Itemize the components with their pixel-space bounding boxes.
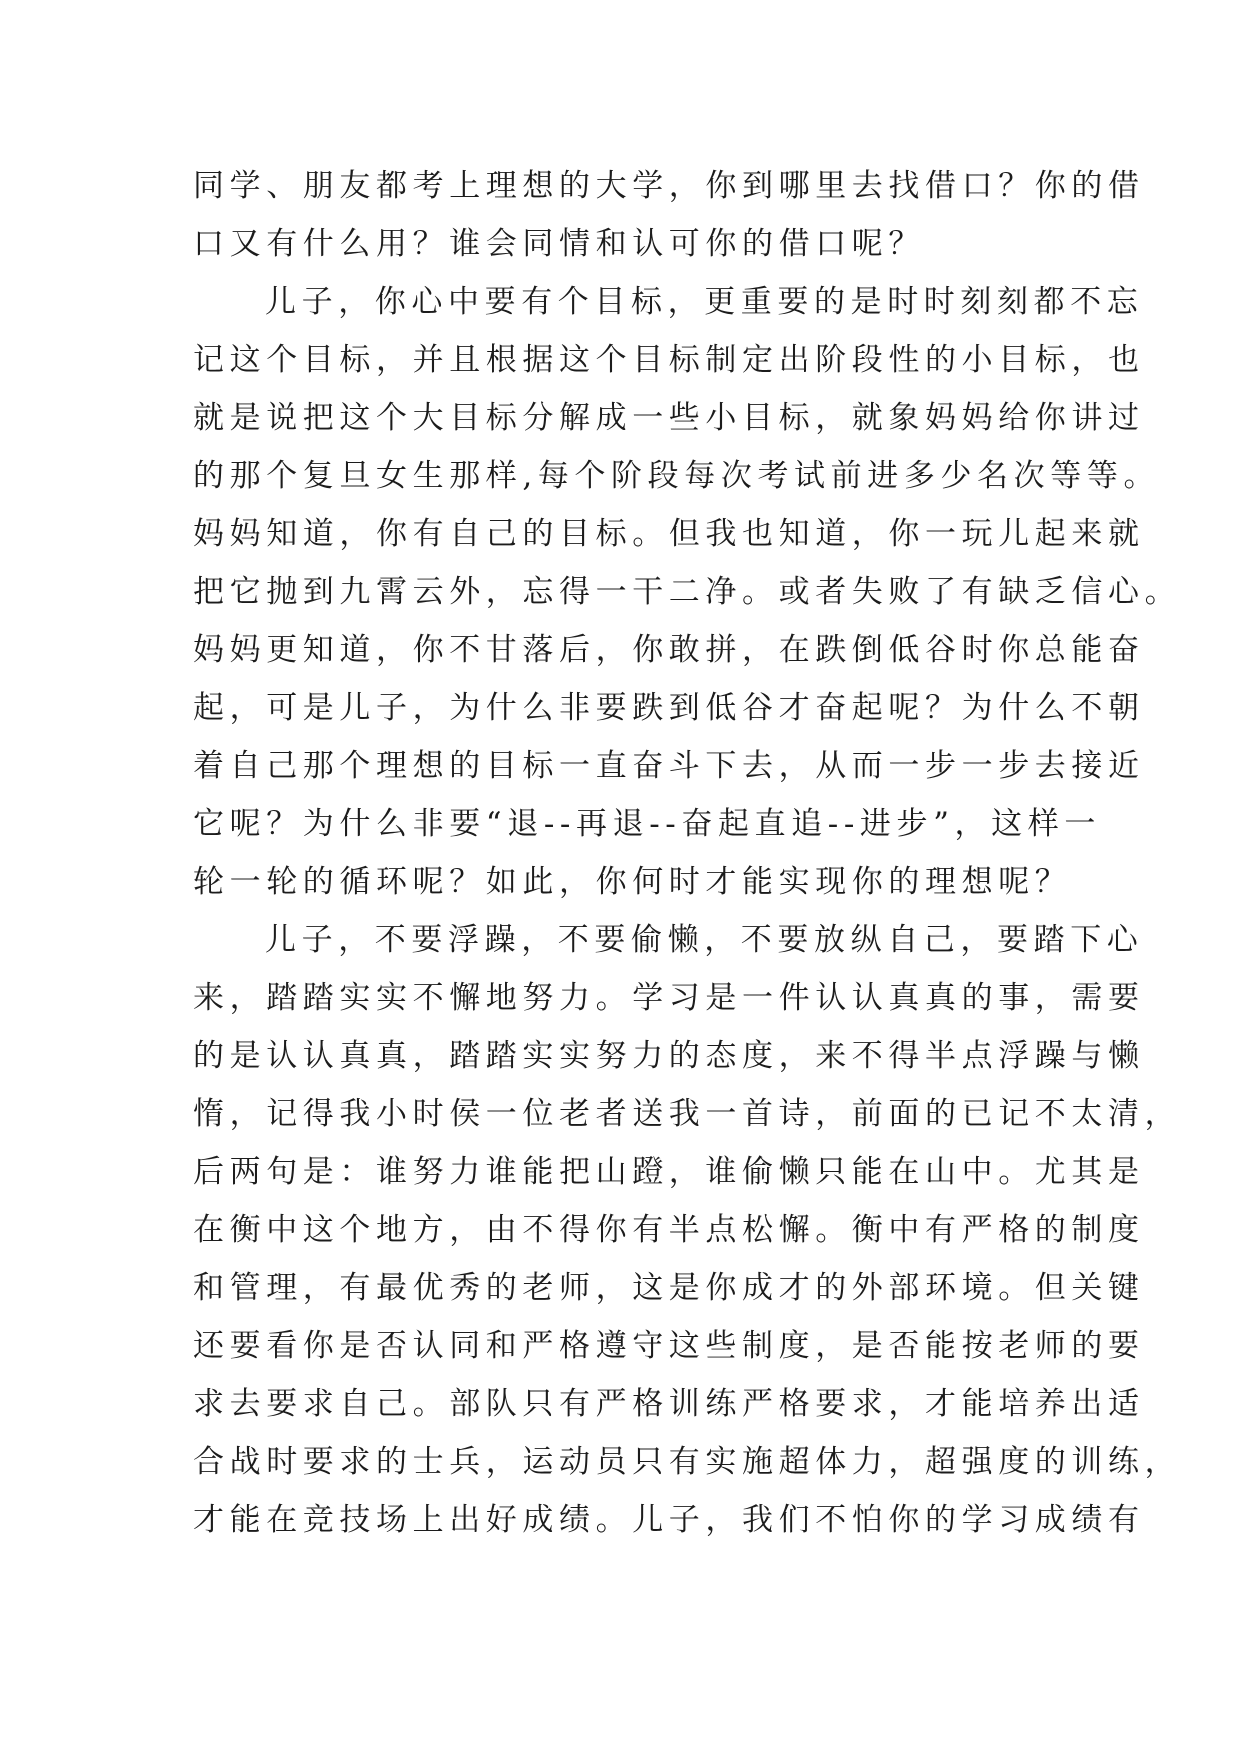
text-line: 把它抛到九霄云外，忘得一干二净。或者失败了有缺乏信心。 bbox=[193, 574, 1182, 610]
text-line: 惰，记得我小时侯一位老者送我一首诗，前面的已记不太清， bbox=[193, 1096, 1182, 1132]
text-line: 的是认认真真，踏踏实实努力的态度，来不得半点浮躁与懒 bbox=[193, 1038, 1145, 1074]
paragraph-first-line: 儿子，你心中要有个目标，更重要的是时时刻刻都不忘 bbox=[265, 284, 1144, 320]
text-line: 才能在竞技场上出好成绩。儿子，我们不怕你的学习成绩有 bbox=[193, 1502, 1145, 1538]
text-line: 妈妈更知道，你不甘落后，你敢拼，在跌倒低谷时你总能奋 bbox=[193, 632, 1145, 668]
text-line: 就是说把这个大目标分解成一些小目标，就象妈妈给你讲过 bbox=[193, 400, 1145, 436]
text-line: 的那个复旦女生那样,每个阶段每次考试前进多少名次等等。 bbox=[193, 458, 1161, 494]
text-line: 轮一轮的循环呢？如此，你何时才能实现你的理想呢？ bbox=[193, 864, 1072, 900]
text-line: 着自己那个理想的目标一直奋斗下去，从而一步一步去接近 bbox=[193, 748, 1145, 784]
text-line: 来，踏踏实实不懈地努力。学习是一件认认真真的事，需要 bbox=[193, 980, 1145, 1016]
text-line: 记这个目标，并且根据这个目标制定出阶段性的小目标，也 bbox=[193, 342, 1145, 378]
text-line: 它呢？为什么非要“退--再退--奋起直追--进步”，这样一 bbox=[193, 806, 1101, 842]
text-line: 起，可是儿子，为什么非要跌到低谷才奋起呢？为什么不朝 bbox=[193, 690, 1145, 726]
text-line: 还要看你是否认同和严格遵守这些制度，是否能按老师的要 bbox=[193, 1328, 1145, 1364]
text-line: 口又有什么用？谁会同情和认可你的借口呢？ bbox=[193, 226, 925, 262]
text-line: 求去要求自己。部队只有严格训练严格要求，才能培养出适 bbox=[193, 1386, 1145, 1422]
text-line: 和管理，有最优秀的老师，这是你成才的外部环境。但关键 bbox=[193, 1270, 1145, 1306]
text-line: 妈妈知道，你有自己的目标。但我也知道，你一玩儿起来就 bbox=[193, 516, 1145, 552]
text-line: 后两句是：谁努力谁能把山蹬，谁偷懒只能在山中。尤其是 bbox=[193, 1154, 1145, 1190]
paragraph-first-line: 儿子，不要浮躁，不要偷懒，不要放纵自己，要踏下心 bbox=[265, 922, 1144, 958]
text-line: 合战时要求的士兵，运动员只有实施超体力，超强度的训练， bbox=[193, 1444, 1182, 1480]
body-text bbox=[193, 157, 1182, 1549]
text-line: 同学、朋友都考上理想的大学，你到哪里去找借口？你的借 bbox=[193, 168, 1145, 204]
text-line: 在衡中这个地方，由不得你有半点松懈。衡中有严格的制度 bbox=[193, 1212, 1145, 1248]
